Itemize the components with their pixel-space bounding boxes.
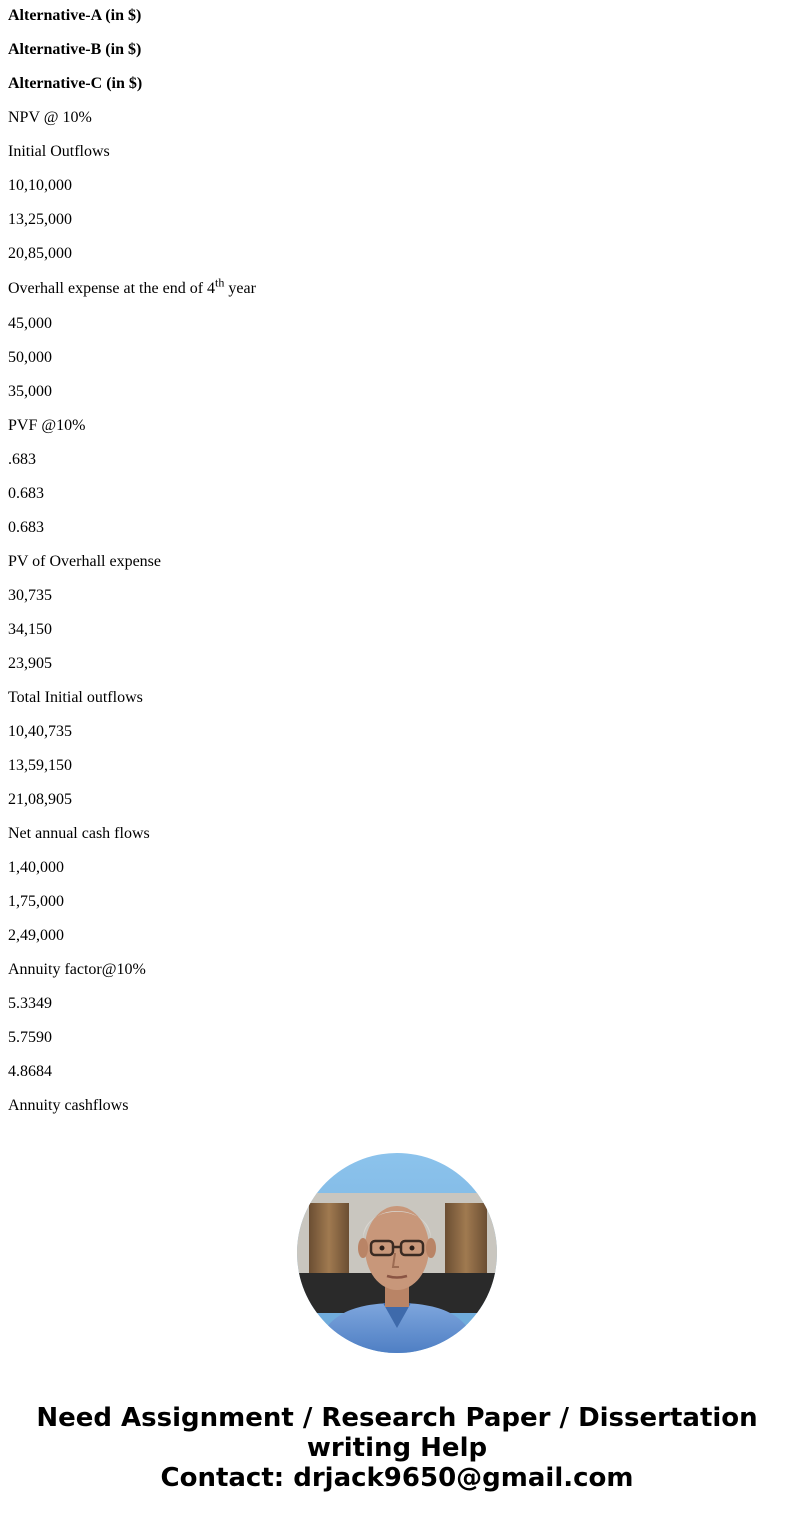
- net-annual-cash-flows-value-a: 1,40,000: [8, 859, 64, 876]
- annuity-factor-label: Annuity factor@10%: [8, 961, 146, 978]
- pvf-label: PVF @10%: [8, 417, 86, 434]
- pvf-value-c: 0.683: [8, 519, 44, 536]
- alternative-c-heading: Alternative-C (in $): [8, 75, 143, 92]
- pv-overhall-value-c: 23,905: [8, 655, 52, 672]
- net-annual-cash-flows-value-c: 2,49,000: [8, 927, 64, 944]
- overhall-expense-label: Overhall expense at the end of 4th year: [8, 275, 256, 297]
- overhall-expense-value-a: 45,000: [8, 315, 52, 332]
- annuity-factor-value-b: 5.7590: [8, 1029, 52, 1046]
- npv-label: NPV @ 10%: [8, 109, 92, 126]
- avatar: [297, 1153, 497, 1353]
- initial-outflows-value-a: 10,10,000: [8, 177, 72, 194]
- initial-outflows-value-c: 20,85,000: [8, 245, 72, 262]
- promo-contact: Contact: drjack9650@gmail.com: [160, 1463, 634, 1493]
- document-body: [8, 0, 786, 1124]
- person-photo-icon: [297, 1153, 497, 1353]
- alternative-a-heading: Alternative-A (in $): [8, 7, 142, 24]
- total-initial-outflows-label: Total Initial outflows: [8, 689, 143, 706]
- total-initial-outflows-value-c: 21,08,905: [8, 791, 72, 808]
- alternative-b-heading: Alternative-B (in $): [8, 41, 142, 58]
- promo-line-1: Need Assignment / Research Paper / Dissertation: [36, 1403, 758, 1433]
- promo-line-2: writing Help: [306, 1433, 488, 1463]
- pvf-value-a: .683: [8, 451, 36, 468]
- promo-banner: [0, 1403, 794, 1493]
- annuity-factor-value-c: 4.8684: [8, 1063, 52, 1080]
- total-initial-outflows-value-b: 13,59,150: [8, 757, 72, 774]
- overhall-expense-value-b: 50,000: [8, 349, 52, 366]
- initial-outflows-label: Initial Outflows: [8, 143, 110, 160]
- pv-overhall-value-a: 30,735: [8, 587, 52, 604]
- annuity-cashflows-label: Annuity cashflows: [8, 1097, 129, 1114]
- pv-overhall-value-b: 34,150: [8, 621, 52, 638]
- pvf-value-b: 0.683: [8, 485, 44, 502]
- total-initial-outflows-value-a: 10,40,735: [8, 723, 72, 740]
- overhall-expense-value-c: 35,000: [8, 383, 52, 400]
- annuity-factor-value-a: 5.3349: [8, 995, 52, 1012]
- net-annual-cash-flows-label: Net annual cash flows: [8, 825, 150, 842]
- pv-overhall-label: PV of Overhall expense: [8, 553, 161, 570]
- net-annual-cash-flows-value-b: 1,75,000: [8, 893, 64, 910]
- initial-outflows-value-b: 13,25,000: [8, 211, 72, 228]
